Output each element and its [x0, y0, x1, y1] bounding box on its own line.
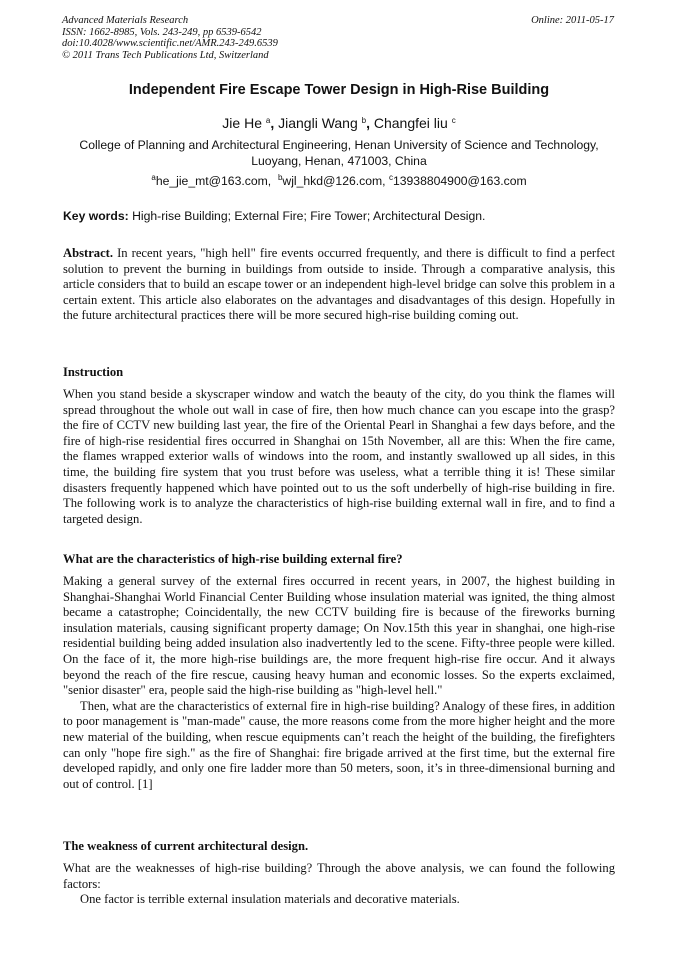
affiliation-line: Luoyang, Henan, 471003, China [251, 153, 427, 168]
affiliation [60, 138, 618, 169]
email-address[interactable]: 13938804900@163.com [392, 174, 527, 188]
email-sup: c [388, 173, 393, 182]
section-body [63, 574, 615, 792]
email-address[interactable]: wjl_hkd@126.com, [282, 174, 386, 188]
author-name: Jiangli Wang [278, 115, 358, 131]
keywords-label: Key words: [63, 209, 129, 223]
journal-header-left [62, 15, 278, 61]
author-list: Jie He $^a$, Jiangli Wang $^b$, Changfei liu $^c$ [222, 115, 456, 131]
section-body [63, 861, 615, 908]
doi-line: doi:10.4028/www.scientific.net/AMR.243-249.6539 [62, 38, 278, 49]
author-sup: a [265, 116, 271, 125]
section-heading: Instruction [63, 365, 124, 379]
paragraph: When you stand beside a skyscraper window and watch the beauty of the city, do you think the flames will spread throughout the whole out wall in case of fire, then how much chance can you escape into the grasp? the fire of CCTV new building last year, the fire of the Oriental Pearl in Shanghai a few days before, and the fire of high-rise residential fires occurred in Shanghai on 15th November, all are this: When the fire came, the flames wrapped exterior walls of windows into the room, and instantly swallowed up all sides, in this time, the building fire system that you trust before was useless, what a terrible thing it is! These similar disasters frequently happened which have pointed out to us the soft underbelly of high-rise building in fire. The following work is to analyze the characteristics of high-rise building external wall in fire, and to find a targeted design. [63, 387, 615, 526]
keywords [63, 209, 615, 223]
email-sup: b [277, 173, 283, 182]
author-sup: b [361, 116, 367, 125]
section-heading: What are the characteristics of high-rise building external fire? [63, 552, 403, 566]
section-heading: The weakness of current architectural design. [63, 839, 309, 853]
abstract-label: Abstract. [63, 246, 114, 260]
affiliation-line: College of Planning and Architectural Engineering, Henan University of Science and Technology, [79, 138, 599, 152]
paper-title: Independent Fire Escape Tower Design in High-Rise Building [128, 82, 550, 98]
copyright-line: © 2011 Trans Tech Publications Ltd, Switzerland [62, 49, 269, 61]
paragraph: One factor is terrible external insulation materials and decorative materials. [80, 892, 460, 907]
author-sup: c [451, 116, 456, 125]
paragraph: What are the weaknesses of high-rise building? Through the above analysis, we can found the following factors: [63, 861, 615, 891]
abstract [63, 246, 615, 324]
section-body [63, 387, 615, 527]
paragraph: Then, what are the characteristics of external fire in high-rise building? Analogy of these fires, in addition to poor management is "man-made" cause, the more reasons come from the more higher height and the more new material of the building, when rescue equipments can’t reach the height of the building, the firefighters can only "hope fire sigh." as the fire of Shanghai: fire brigade arrived at the first time, but the external fire developed rapidly, and only one fire ladder more than 50 meters, soon, it’s in three-dimensional burning and out of control. [1] [63, 698, 615, 791]
keywords-text: High-rise Building; External Fire; Fire Tower; Architectural Design. [132, 209, 486, 223]
email-sup: a [151, 173, 156, 182]
author-name: Jie He [222, 115, 262, 131]
email-address[interactable]: he_jie_mt@163.com, [155, 174, 272, 188]
email-list [40, 173, 638, 188]
abstract-text: In recent years, "high hell" fire events occurred frequently, and there is difficult to find a perfect solution to prevent the burning in buildings from outside to inside. Through a comparative analysis, this article considers that to build an escape tower or an independent high-level bridge can solve this problem in a certain extent. This article also elaborates on the advantages and disadvantages of this design. Hopefully in the future architectural practices there will be more secured high-rise building coming out. [63, 246, 615, 323]
issn-line: ISSN: 1662-8985, Vols. 243-249, pp 6539-6542 [62, 26, 262, 38]
paragraph: Making a general survey of the external fires occurred in recent years, in 2007, the highest building in Shanghai-Shanghai World Financial Center Building whose insulation material was ignited, the thing almost became a catastrophe; Coincidentally, the new CCTV building fire is because of the fireworks burning insulation materials, causing significant property damage; On Nov.15th this year in shanghai, one high-rise residential building being added insulation also inadvertently led to the scene. Fifty-three people were killed. On the face of it, the more high-rise buildings are, the more frequent high-rise fire occur. And it always beyond the reach of the fire rescue, causing heavy human and economic losses. So the experts exclaimed, "senior disaster" era, people said the high-rise building as "high-level hell." [63, 574, 615, 698]
journal-name: Advanced Materials Research [62, 15, 189, 26]
online-date: Online: 2011-05-17 [531, 15, 614, 26]
author-name: Changfei liu [373, 115, 448, 131]
